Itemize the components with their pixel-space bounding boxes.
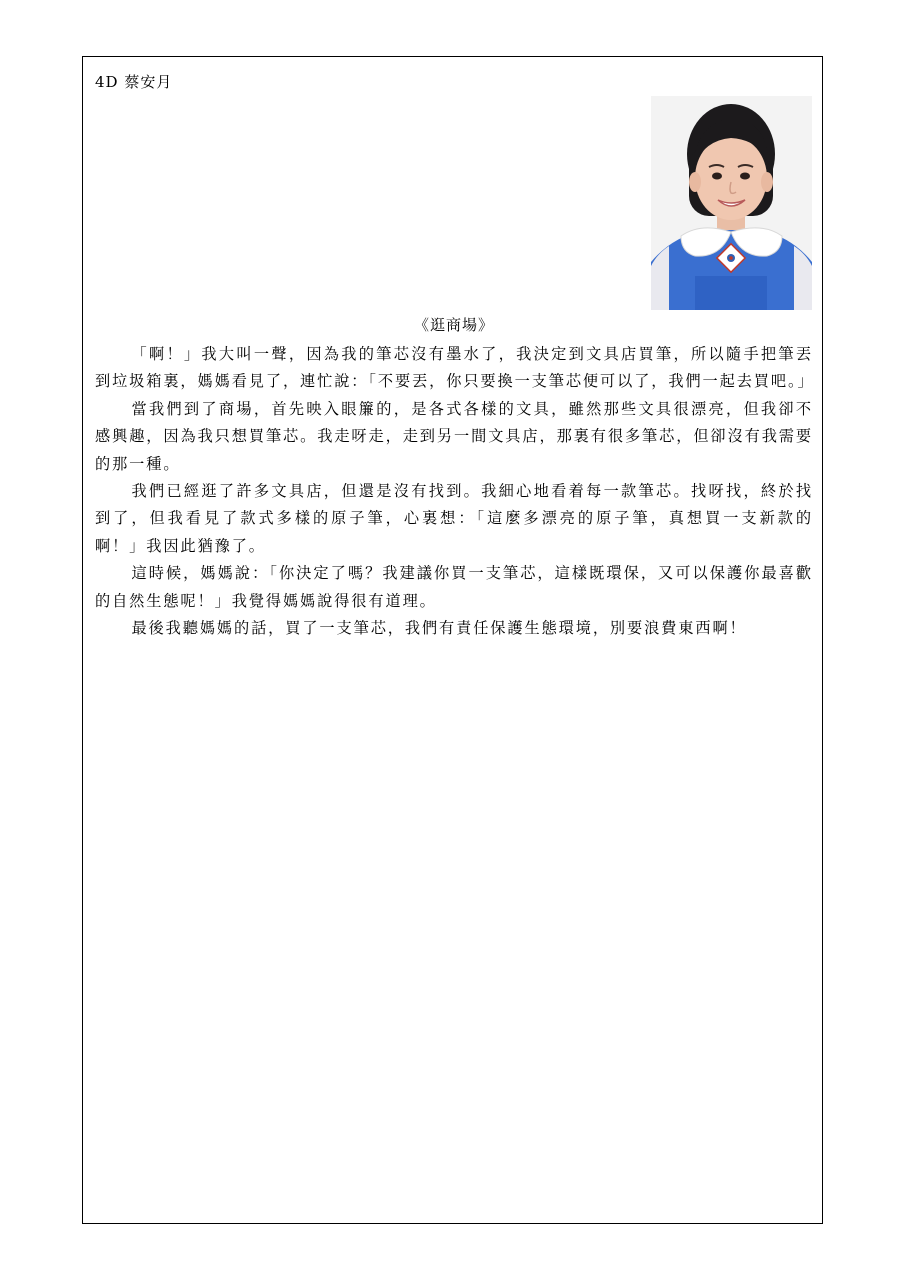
student-photo: [651, 96, 812, 310]
author-label: 4D 蔡安月: [95, 73, 173, 91]
essay-paragraph: 這時候，媽媽說：「你決定了嗎？我建議你買一支筆芯，這樣既環保，又可以保護你最喜歡的自然生態呢！」我覺得媽媽說得很有道理。: [95, 564, 813, 610]
essay-title: 《逛商場》: [413, 316, 494, 334]
essay-paragraph: 「啊！」我大叫一聲，因為我的筆芯沒有墨水了，我決定到文具店買筆，所以隨手把筆丟到垃圾箱裏，媽媽看見了，連忙說：「不要丟，你只要換一支筆芯便可以了，我們一起去買吧。」: [95, 345, 815, 391]
essay-paragraph: 最後我聽媽媽的話，買了一支筆芯，我們有責任保護生態環境，別要浪費東西啊！: [131, 619, 747, 638]
essay-body: [95, 341, 813, 642]
essay-paragraph: 當我們到了商場，首先映入眼簾的，是各式各樣的文具，雖然那些文具很漂亮，但我卻不感興趣，因為我只想買筆芯。我走呀走，走到另一間文具店，那裏有很多筆芯，但卻沒有我需要的那一種。: [95, 399, 813, 473]
student-portrait-icon: [651, 96, 812, 310]
essay-paragraph: 我們已經逛了許多文具店，但還是沒有找到。我細心地看着每一款筆芯。找呀找，終於找到了，但我看見了款式多樣的原子筆，心裏想：「這麼多漂亮的原子筆，真想買一支新款的啊！」我因此猶豫了。: [95, 482, 813, 555]
